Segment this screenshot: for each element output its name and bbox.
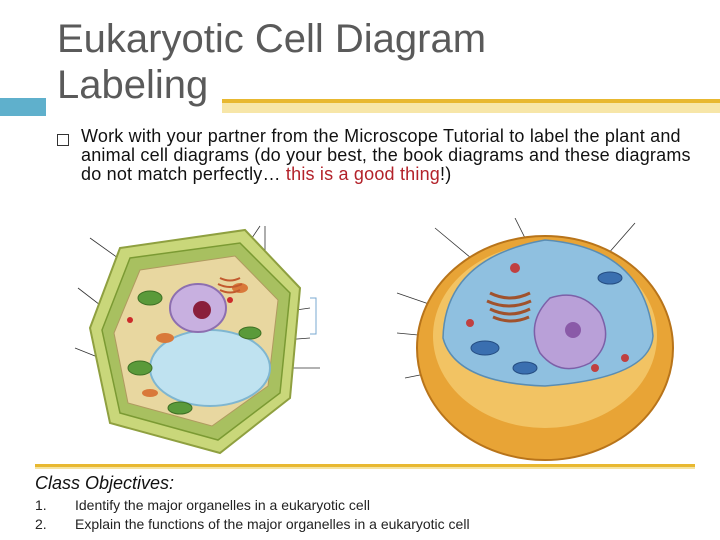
plant-label-brackets	[308, 296, 322, 336]
bullet-text-highlight: this is a good thing	[285, 164, 441, 184]
objectives-divider	[35, 464, 695, 469]
bullet-text-plain: Work with your partner from the Microscope Tutorial to label the plant and animal cell diagrams (do your best, the book diagrams and these diagrams do not match perfectly…	[81, 126, 691, 184]
bullet-icon	[57, 134, 69, 146]
objective-text: Explain the functions of the major organelles in a eukaryotic cell	[75, 516, 470, 532]
objective-text: Identify the major organelles in a eukaryotic cell	[75, 497, 370, 513]
title-line-1: Eukaryotic Cell Diagram	[57, 17, 487, 61]
slide-title	[57, 16, 657, 108]
accent-bar-left	[0, 98, 46, 116]
title-line-2: Labeling	[57, 63, 209, 107]
bullet-text	[81, 127, 701, 184]
bullet-text-end: !)	[440, 164, 452, 184]
plant-cell-diagram	[70, 218, 330, 460]
objective-number: 2.	[35, 516, 47, 532]
animal-cell-diagram	[395, 218, 695, 464]
objective-item-1	[35, 496, 470, 515]
objective-number: 1.	[35, 497, 47, 513]
accent-bar-right	[222, 99, 720, 113]
objective-item-2	[35, 515, 470, 534]
objectives-heading: Class Objectives:	[35, 473, 175, 493]
objectives-list	[35, 496, 470, 534]
